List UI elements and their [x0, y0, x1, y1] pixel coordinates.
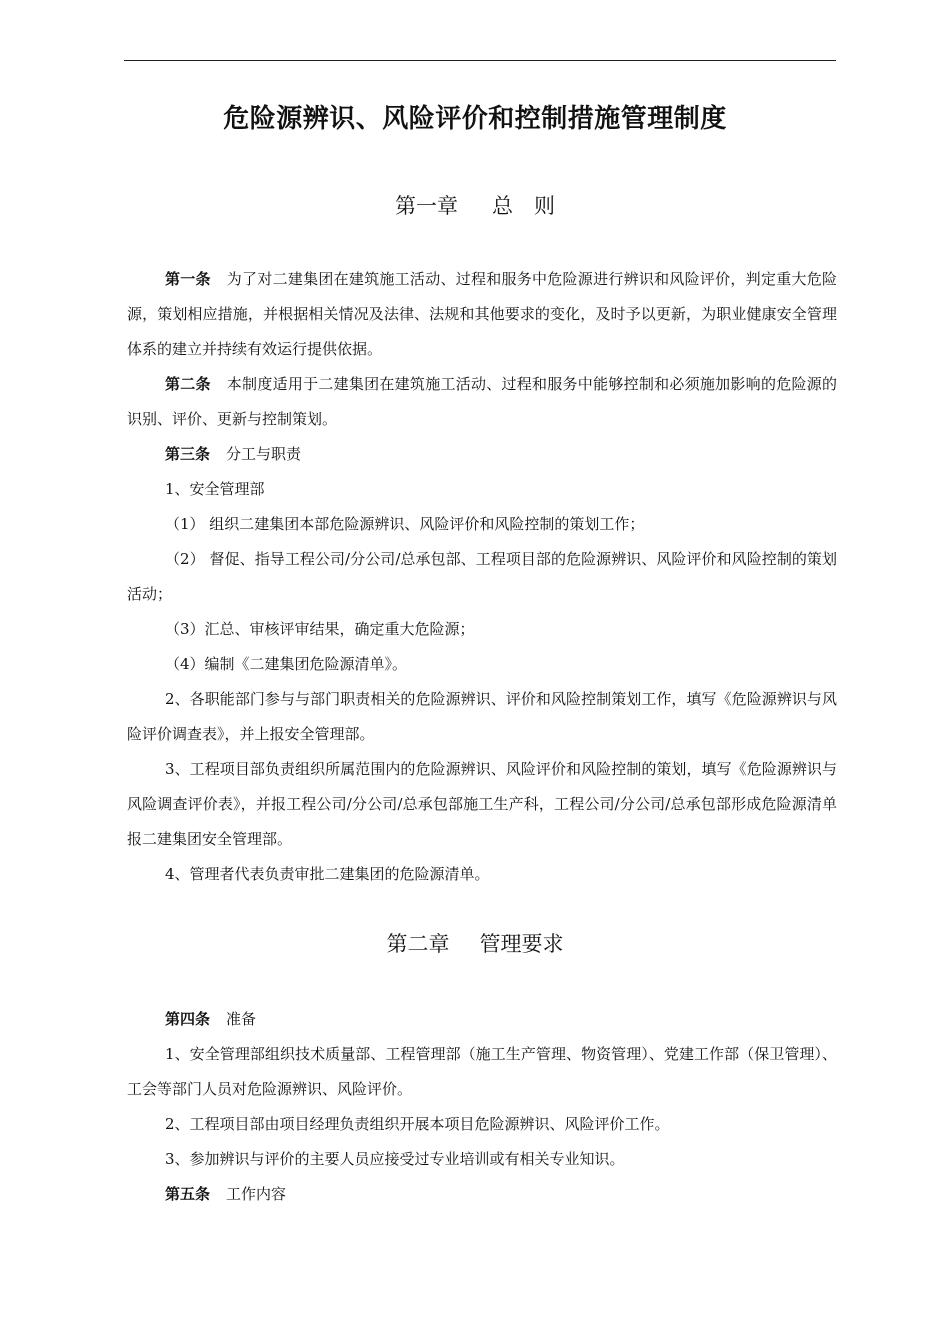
list-item: 3、工程项目部负责组织所属范围内的危险源辨识、风险评价和风险控制的策划，填写《危险源辨识与风险调查评价表》，并报工程公司/分公司/总承包部施工生产科，工程公司/分公司/总承包部形成危险源清单报二建集团安全管理部。 — [127, 760, 837, 848]
article-4-text: 准备 — [226, 1010, 257, 1028]
list-item: 2、各职能部门参与与部门职责相关的危险源辨识、评价和风险控制策划工作，填写《危险源辨识与风险评价调查表》，并上报安全管理部。 — [127, 690, 837, 743]
chapter-1-body — [127, 262, 837, 892]
chapter-1-heading — [0, 190, 950, 220]
list-item: 2、工程项目部由项目经理负责组织开展本项目危险源辨识、风险评价工作。 — [165, 1115, 670, 1133]
article-1-text: 为了对二建集团在建筑施工活动、过程和服务中危险源进行辨识和风险评价，判定重大危险源，策划相应措施，并根据相关情况及法律、法规和其他要求的变化，及时予以更新，为职业健康安全管理体系的建立并持续有效运行提供依据。 — [127, 270, 837, 358]
chapter-2-number: 第二章 — [386, 932, 450, 956]
article-5-text: 工作内容 — [226, 1185, 287, 1203]
article-3-label: 第三条 — [165, 445, 211, 463]
header-rule — [124, 60, 836, 61]
list-item: 4、管理者代表负责审批二建集团的危险源清单。 — [165, 865, 490, 883]
article-4-label: 第四条 — [165, 1010, 211, 1028]
list-item: （1） 组织二建集团本部危险源辨识、风险评价和风险控制的策划工作； — [165, 515, 645, 533]
article-2-label: 第二条 — [165, 375, 211, 393]
chapter-2-heading — [0, 928, 950, 958]
article-1-label: 第一条 — [165, 270, 211, 288]
article-3 — [127, 437, 837, 472]
article-2 — [127, 367, 837, 437]
article-5 — [127, 1177, 837, 1212]
list-item: 1、安全管理部 — [165, 480, 265, 498]
list-item: （2） 督促、指导工程公司/分公司/总承包部、工程项目部的危险源辨识、风险评价和风险控制的策划活动； — [127, 550, 837, 603]
chapter-2-body — [127, 1002, 837, 1212]
article-1 — [127, 262, 837, 367]
chapter-1-number: 第一章 — [395, 194, 458, 218]
list-item: 1、安全管理部组织技术质量部、工程管理部（施工生产管理、物资管理）、党建工作部（保卫管理）、工会等部门人员对危险源辨识、风险评价。 — [127, 1045, 837, 1098]
list-item: （4）编制《二建集团危险源清单》。 — [165, 655, 408, 673]
chapter-2-name: 管理要求 — [479, 932, 564, 956]
article-4 — [127, 1002, 837, 1037]
list-item: 3、参加辨识与评价的主要人员应接受过专业培训或有相关专业知识。 — [165, 1150, 625, 1168]
article-5-label: 第五条 — [165, 1185, 211, 1203]
article-3-text: 分工与职责 — [226, 445, 302, 463]
article-2-text: 本制度适用于二建集团在建筑施工活动、过程和服务中能够控制和必须施加影响的危险源的识别、评价、更新与控制策划。 — [127, 375, 837, 428]
document-title: 危险源辨识、风险评价和控制措施管理制度 — [223, 104, 727, 134]
chapter-1-name: 总 则 — [492, 194, 555, 218]
list-item: （3）汇总、审核评审结果，确定重大危险源； — [165, 620, 475, 638]
